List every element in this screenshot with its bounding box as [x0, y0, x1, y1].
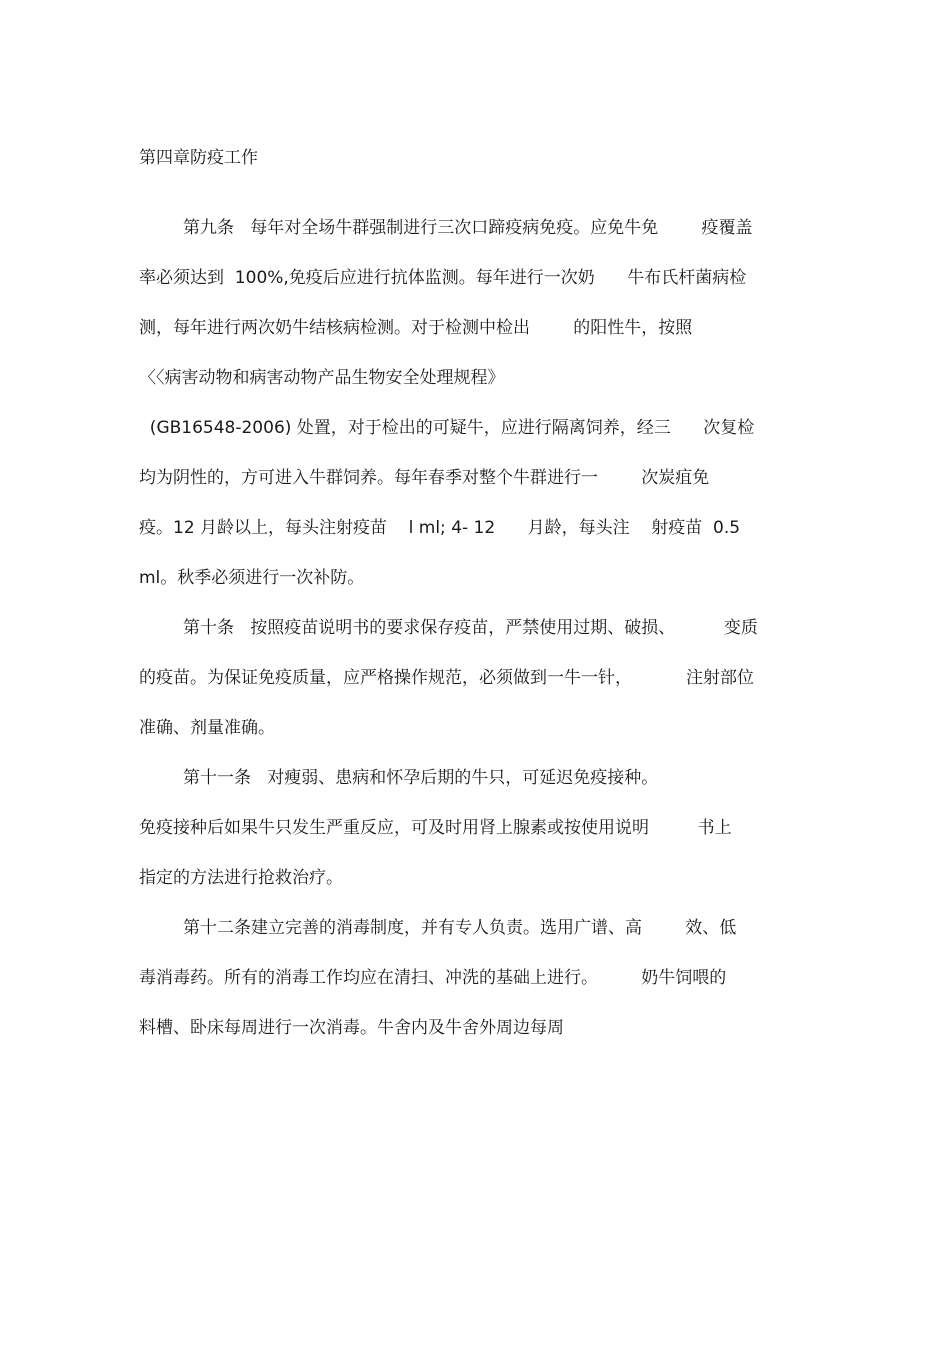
article-9-line-2: 率必须达到 100%,免疫后应进行抗体监测。每年进行一次奶 牛布氏杆菌病检	[139, 268, 747, 288]
article-11-line-1: 第十一条 对瘦弱、患病和怀孕后期的牛只，可延迟免疫接种。	[183, 768, 659, 788]
article-9-line-6: 均为阴性的，方可进入牛群饲养。每年春季对整个牛群进行一 次炭疽免	[139, 468, 710, 488]
article-12-line-1: 第十二条建立完善的消毒制度，并有专人负责。选用广谱、高 效、低	[183, 918, 737, 938]
article-12-line-2: 毒消毒药。所有的消毒工作均应在清扫、冲洗的基础上进行。 奶牛饲喂的	[139, 968, 727, 988]
article-11-line-3: 指定的方法进行抢救治疗。	[139, 868, 343, 888]
article-9-line-5: (GB16548-2006) 处置，对于检出的可疑牛，应进行隔离饲养，经三 次复检	[139, 418, 755, 438]
article-9-line-3: 测，每年进行两次奶牛结核病检测。对于检测中检出 的阳性牛，按照	[139, 318, 693, 338]
article-9-line-1: 第九条 每年对全场牛群强制进行三次口蹄疫病免疫。应免牛免 疫覆盖	[183, 218, 753, 238]
article-10-line-1: 第十条 按照疫苗说明书的要求保存疫苗，严禁使用过期、破损、 变质	[183, 618, 758, 638]
article-12-line-3: 料槽、卧床每周进行一次消毒。牛舍内及牛舍外周边每周	[139, 1018, 564, 1038]
article-9-line-7: 疫。12 月龄以上，每头注射疫苗 l ml; 4- 12 月龄，每头注 射疫苗 0.5	[139, 518, 741, 538]
article-9-line-8: ml。秋季必须进行一次补防。	[139, 568, 365, 588]
chapter-title: 第四章防疫工作	[139, 148, 258, 168]
article-11-line-2: 免疫接种后如果牛只发生严重反应，可及时用肾上腺素或按使用说明 书上	[139, 818, 732, 838]
article-9-line-4: 〈〈病害动物和病害动物产品生物安全处理规程》	[139, 368, 505, 388]
article-10-line-2: 的疫苗。为保证免疫质量，应严格操作规范，必须做到一牛一针， 注射部位	[139, 668, 755, 688]
article-10-line-3: 准确、剂量准确。	[139, 718, 275, 738]
